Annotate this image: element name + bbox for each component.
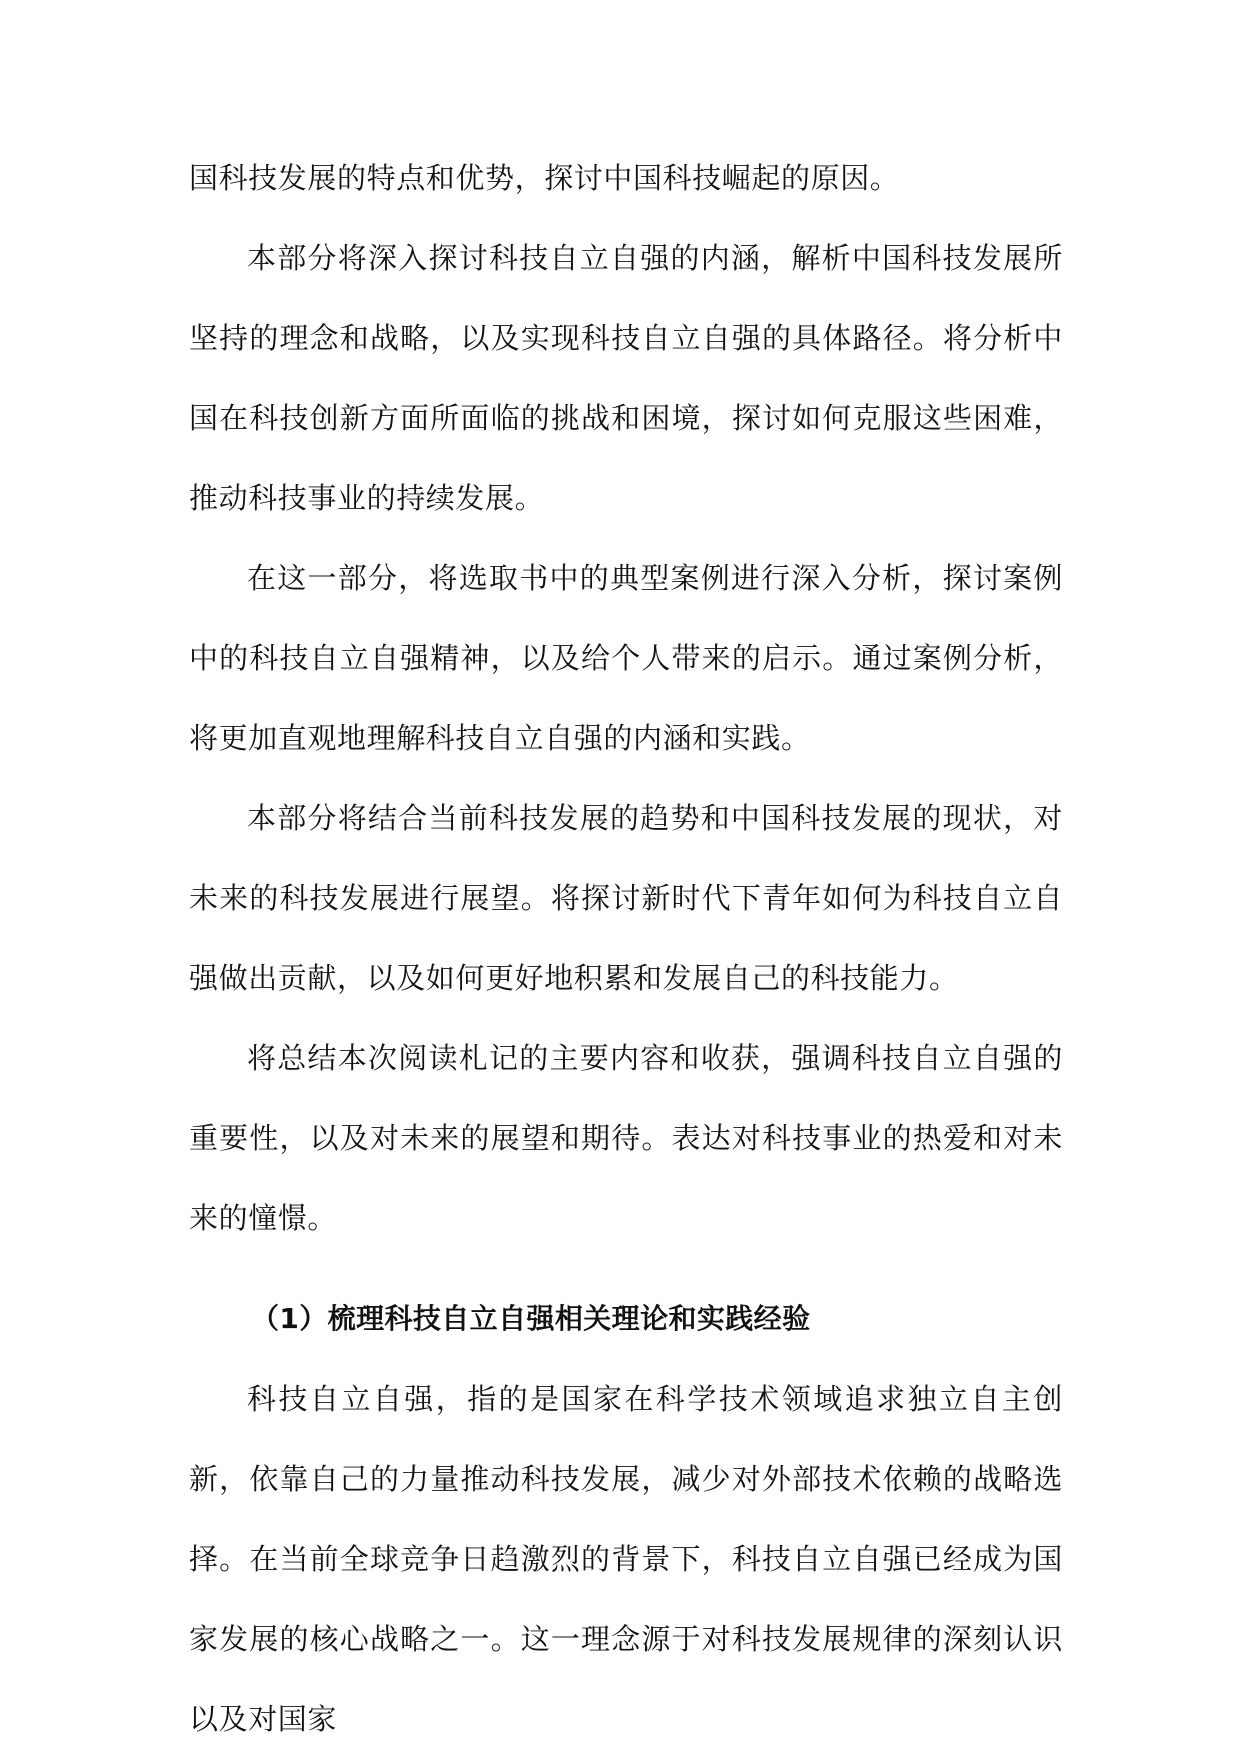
document-body bbox=[189, 138, 1063, 1759]
paragraph-outlook: 本部分将结合当前科技发展的趋势和中国科技发展的现状，对未来的科技发展进行展望。将探讨新时代下青年如何为科技自立自强做出贡献，以及如何更好地积累和发展自己的科技能力。 bbox=[189, 801, 1063, 995]
paragraph-summary: 将总结本次阅读札记的主要内容和收获，强调科技自立自强的重要性，以及对未来的展望和期待。表达对科技事业的热爱和对未来的憧憬。 bbox=[189, 1041, 1063, 1235]
paragraph-section-body: 科技自立自强，指的是国家在科学技术领域追求独立自主创新，依靠自己的力量推动科技发展，减少对外部技术依赖的战略选择。在当前全球竞争日趋激烈的背景下，科技自立自强已经成为国家发展的核心战略之一。这一理念源于对科技发展规律的深刻认识以及对国家 bbox=[189, 1382, 1063, 1736]
paragraph-connotation: 本部分将深入探讨科技自立自强的内涵，解析中国科技发展所坚持的理念和战略，以及实现科技自立自强的具体路径。将分析中国在科技创新方面所面临的挑战和困境，探讨如何克服这些困难，推动科技事业的持续发展。 bbox=[189, 241, 1063, 515]
paragraph-continuation: 国科技发展的特点和优势，探讨中国科技崛起的原因。 bbox=[189, 161, 900, 195]
paragraph-case-analysis: 在这一部分，将选取书中的典型案例进行深入分析，探讨案例中的科技自立自强精神，以及给个人带来的启示。通过案例分析，将更加直观地理解科技自立自强的内涵和实践。 bbox=[189, 561, 1063, 755]
section-heading: （1）梳理科技自立自强相关理论和实践经验 bbox=[251, 1302, 811, 1335]
